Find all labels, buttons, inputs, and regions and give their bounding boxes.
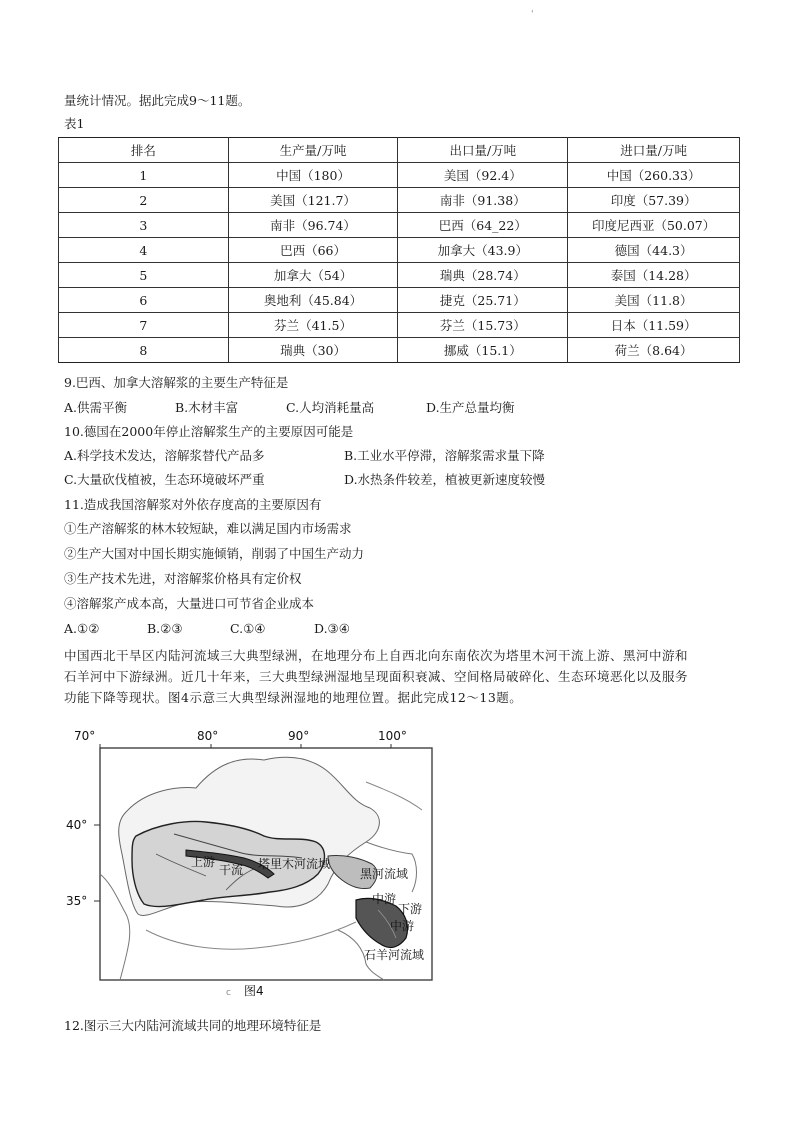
q9-stem: 9.巴西、加拿大溶解浆的主要生产特征是 [64, 375, 289, 390]
passage-line: 石羊河中下游绿洲。近几十年来，三大典型绿洲湿地呈现面积衰减、空间格局破碎化、生态环境恶化以及服务 [64, 669, 689, 684]
label-upstream: 上游 [191, 855, 216, 869]
table-cell: 印度尼西亚（50.07） [568, 213, 740, 238]
q11-option-b[interactable]: B.②③ [147, 621, 183, 636]
table-row [59, 213, 740, 238]
table-cell: 7 [59, 313, 229, 338]
lat-label: 40° [66, 818, 88, 832]
table-row [59, 163, 740, 188]
table-label: 表1 [64, 116, 85, 131]
q11-item: ①生产溶解浆的林木较短缺，难以满足国内市场需求 [64, 521, 352, 536]
q9-option-a[interactable]: A.供需平衡 [64, 400, 128, 415]
table-cell: 加拿大（43.9） [398, 238, 568, 263]
table-header-cell: 出口量/万吨 [398, 138, 568, 163]
data-table [58, 137, 740, 363]
passage-line: 功能下降等现状。图4示意三大典型绿洲湿地的地理位置。据此完成12～13题。 [64, 690, 523, 705]
q10-option-b[interactable]: B.工业水平停滞，溶解浆需求量下降 [344, 448, 545, 463]
lat-label: 35° [66, 894, 88, 908]
table-cell: 5 [59, 263, 229, 288]
intro-line: 量统计情况。据此完成9～11题。 [64, 93, 251, 108]
table-header-cell: 进口量/万吨 [568, 138, 740, 163]
q11-option-a[interactable]: A.①② [64, 621, 100, 636]
table-row [59, 313, 740, 338]
q9-option-c[interactable]: C.人均消耗量高 [286, 400, 375, 415]
table-cell: 挪威（15.1） [398, 338, 568, 363]
table-cell: 南非（91.38） [398, 188, 568, 213]
table-cell: 巴西（64_22） [398, 213, 568, 238]
table-cell: 捷克（25.71） [398, 288, 568, 313]
label-shiyang-basin: 石羊河流域 [364, 948, 425, 962]
table-row [59, 238, 740, 263]
label-shiyang-middle: 中游 [390, 919, 415, 933]
lon-label: 80° [197, 729, 219, 743]
q12-stem: 12.图示三大内陆河流域共同的地理环境特征是 [64, 1018, 322, 1033]
q11-options [64, 621, 350, 637]
lon-label: 70° [74, 729, 96, 743]
q9-option-b[interactable]: B.木材丰富 [175, 400, 239, 415]
q10-option-c[interactable]: C.大量砍伐植被，生态环境破坏严重 [64, 472, 265, 487]
q10-stem: 10.德国在2000年停止溶解浆生产的主要原因可能是 [64, 424, 354, 439]
table-cell: 德国（44.3） [568, 238, 740, 263]
table-cell: 美国（121.7） [228, 188, 398, 213]
table-cell: 芬兰（15.73） [398, 313, 568, 338]
label-heihe-middle: 中游 [372, 892, 397, 906]
table-header-row [59, 138, 740, 163]
table-cell: 瑞典（28.74） [398, 263, 568, 288]
passage-line: 中国西北干旱区内陆河流域三大典型绿洲，在地理分布上自西北向东南依次为塔里木河干流上游、黑河中游和 [64, 648, 689, 663]
table-cell: 中国（260.33） [568, 163, 740, 188]
table-cell: 印度（57.39） [568, 188, 740, 213]
label-downstream: 下游 [398, 902, 423, 916]
top-mark: ' [531, 10, 534, 20]
table-cell: 荷兰（8.64） [568, 338, 740, 363]
passage [64, 645, 754, 708]
table-header-cell: 生产量/万吨 [228, 138, 398, 163]
table-cell: 巴西（66） [228, 238, 398, 263]
q11-stem: 11.造成我国溶解浆对外依存度高的主要原因有 [64, 497, 322, 512]
table-cell: 奥地利（45.84） [228, 288, 398, 313]
table-cell: 4 [59, 238, 229, 263]
q9-option-d[interactable]: D.生产总量均衡 [426, 400, 515, 415]
table-cell: 2 [59, 188, 229, 213]
map-figure [66, 724, 446, 1004]
table-cell: 瑞典（30） [228, 338, 398, 363]
small-mark: c [226, 988, 231, 998]
table-cell: 南非（96.74） [228, 213, 398, 238]
q10-option-d[interactable]: D.水热条件较差，植被更新速度较慢 [344, 472, 546, 487]
table-cell: 美国（11.8） [568, 288, 740, 313]
table-cell: 1 [59, 163, 229, 188]
lon-label: 100° [378, 729, 407, 743]
label-trunk: 干流 [219, 863, 244, 877]
label-tarim-basin: 塔里木河流域 [258, 857, 331, 871]
q11-item: ③生产技术先进，对溶解浆价格具有定价权 [64, 571, 302, 586]
table-row [59, 188, 740, 213]
lon-label: 90° [288, 729, 310, 743]
table-cell: 8 [59, 338, 229, 363]
table-row [59, 263, 740, 288]
table-row [59, 338, 740, 363]
table-cell: 美国（92.4） [398, 163, 568, 188]
table-cell: 日本（11.59） [568, 313, 740, 338]
q11-item: ②生产大国对中国长期实施倾销，削弱了中国生产动力 [64, 546, 365, 561]
q11-item: ④溶解浆产成本高，大量进口可节省企业成本 [64, 596, 315, 611]
table-cell: 芬兰（41.5） [228, 313, 398, 338]
table-cell: 加拿大（54） [228, 263, 398, 288]
label-heihe-basin: 黑河流域 [360, 867, 409, 881]
table-header-cell: 排名 [59, 138, 229, 163]
table-cell: 3 [59, 213, 229, 238]
table-cell: 中国（180） [228, 163, 398, 188]
figure-caption: 图4 [244, 984, 264, 998]
q11-option-c[interactable]: C.①④ [230, 621, 266, 636]
table-cell: 泰国（14.28） [568, 263, 740, 288]
q9-options [64, 400, 515, 416]
q10-option-a[interactable]: A.科学技术发达，溶解浆替代产品多 [64, 448, 265, 463]
table-cell: 6 [59, 288, 229, 313]
q11-option-d[interactable]: D.③④ [314, 621, 350, 636]
table-row [59, 288, 740, 313]
